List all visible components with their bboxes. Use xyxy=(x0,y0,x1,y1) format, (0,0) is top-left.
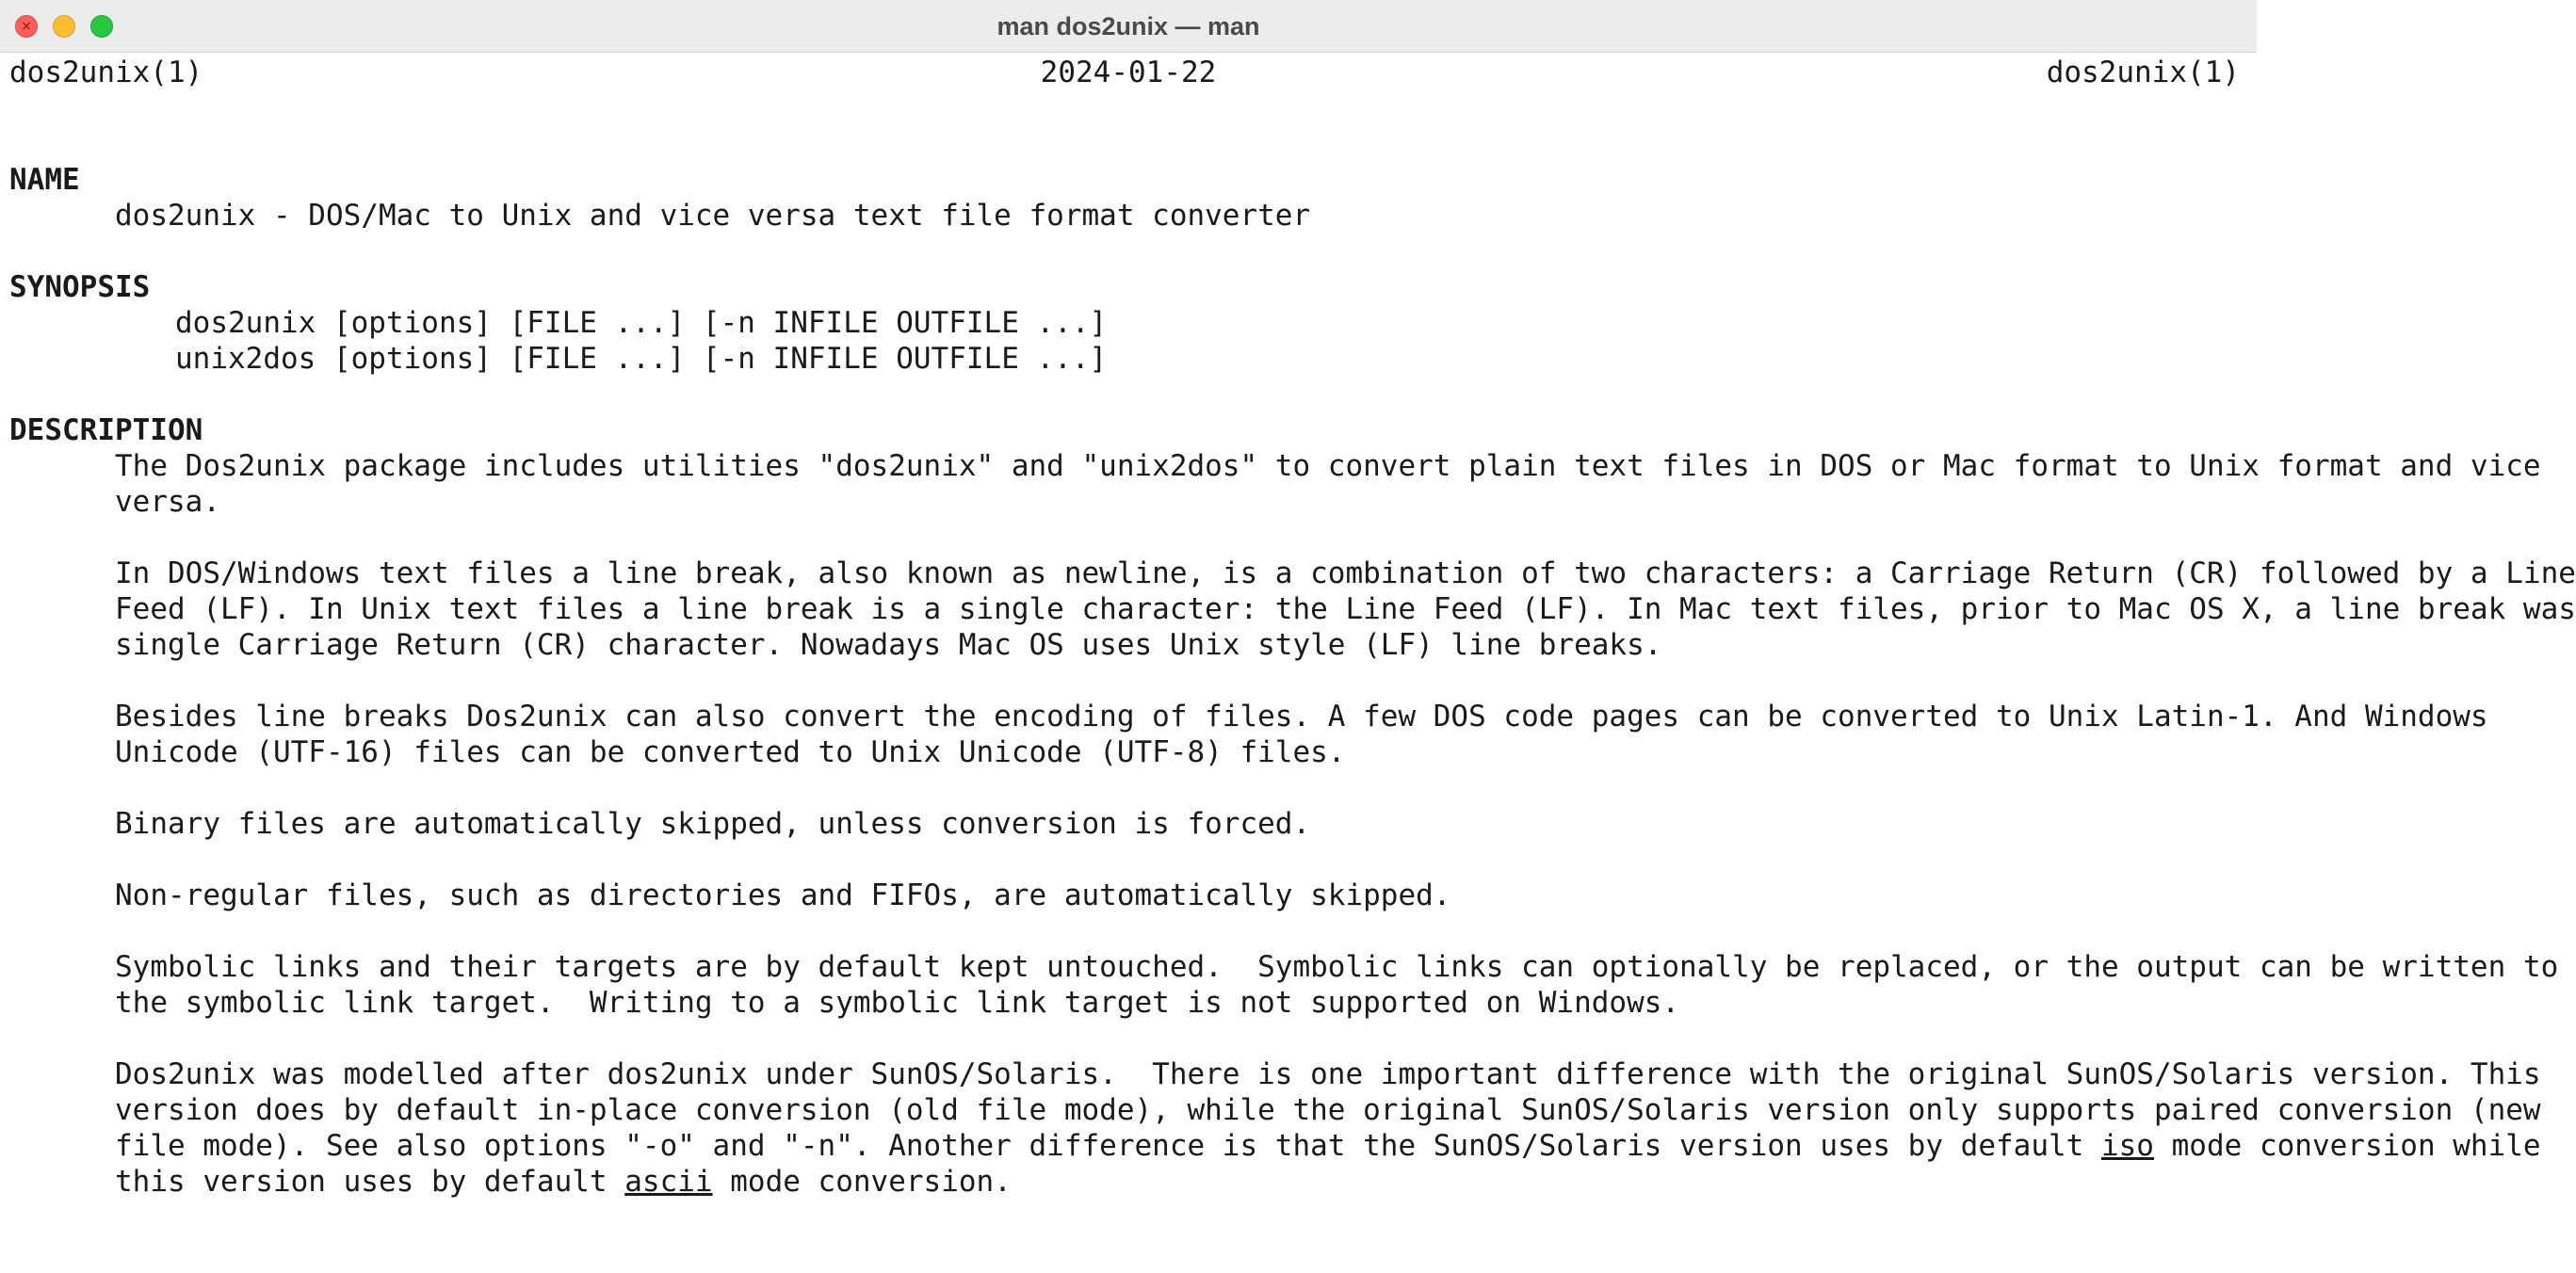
text-run: this version uses by default xyxy=(115,1165,625,1199)
text-run: mode conversion while xyxy=(2153,1129,2541,1163)
section-description-heading: DESCRIPTION xyxy=(9,413,203,447)
underlined-term-iso: iso xyxy=(2100,1129,2154,1163)
text-run: mode conversion. xyxy=(712,1165,1012,1199)
description-line: single Carriage Return (CR) character. Nowadays Mac OS uses Unix style (LF) line breaks. xyxy=(115,628,1662,662)
description-line: versa. xyxy=(115,485,220,519)
description-line: In DOS/Windows text files a line break, also known as newline, is a combination of two characters: a Carriage Return (CR) followed by a Line xyxy=(115,556,2576,590)
section-synopsis-heading: SYNOPSIS xyxy=(9,270,151,304)
close-icon: × xyxy=(21,19,32,34)
description-line: Symbolic links and their targets are by default kept untouched. Symbolic links can optionally be replaced, or the output can be written to xyxy=(115,950,2559,984)
underlined-term-ascii: ascii xyxy=(624,1165,713,1199)
description-line xyxy=(115,1164,1012,1200)
description-line: Unicode (UTF-16) files can be converted to Unix Unicode (UTF-8) files. xyxy=(115,735,1346,769)
header-right: dos2unix(1) xyxy=(2046,56,2240,89)
header-left: dos2unix(1) xyxy=(9,56,203,89)
synopsis-line: dos2unix [options] [FILE ...] [-n INFILE OUTFILE ...] xyxy=(175,306,1108,340)
text-run: file mode). See also options "-o" and "-n". Another difference is that the SunOS/Solaris version uses by default xyxy=(115,1129,2101,1163)
description-line: Besides line breaks Dos2unix can also convert the encoding of files. A few DOS code pages can be converted to Unix Latin-1. And Windows xyxy=(115,700,2488,733)
description-line xyxy=(115,1128,2541,1164)
window-title: man dos2unix — man xyxy=(996,12,1260,40)
description-line: the symbolic link target. Writing to a symbolic link target is not supported on Windows. xyxy=(115,986,1680,1020)
synopsis-line: unix2dos [options] [FILE ...] [-n INFILE OUTFILE ...] xyxy=(175,342,1108,376)
description-line: Dos2unix was modelled after dos2unix under SunOS/Solaris. There is one important difference with the original SunOS/Solaris version. This xyxy=(115,1057,2541,1091)
man-page-content[interactable] xyxy=(0,53,2576,1273)
name-text: dos2unix - DOS/Mac to Unix and vice versa text file format converter xyxy=(115,199,1311,233)
description-line: Binary files are automatically skipped, unless conversion is forced. xyxy=(115,807,1311,841)
description-line: version does by default in-place conversion (old file mode), while the original SunOS/Solaris version only supports paired conversion (new xyxy=(115,1093,2541,1127)
header-date: 2024-01-22 xyxy=(1040,56,1217,89)
description-line: Feed (LF). In Unix text files a line break is a single character: the Line Feed (LF). In Mac text files, prior to Mac OS X, a line break was xyxy=(115,592,2576,626)
description-line: The Dos2unix package includes utilities "dos2unix" and "unix2dos" to convert plain text files in DOS or Mac format to Unix format and vice xyxy=(115,449,2541,483)
title-bar[interactable] xyxy=(0,0,2257,53)
section-name-heading: NAME xyxy=(9,163,80,197)
description-line: Non-regular files, such as directories and FIFOs, are automatically skipped. xyxy=(115,878,1451,912)
